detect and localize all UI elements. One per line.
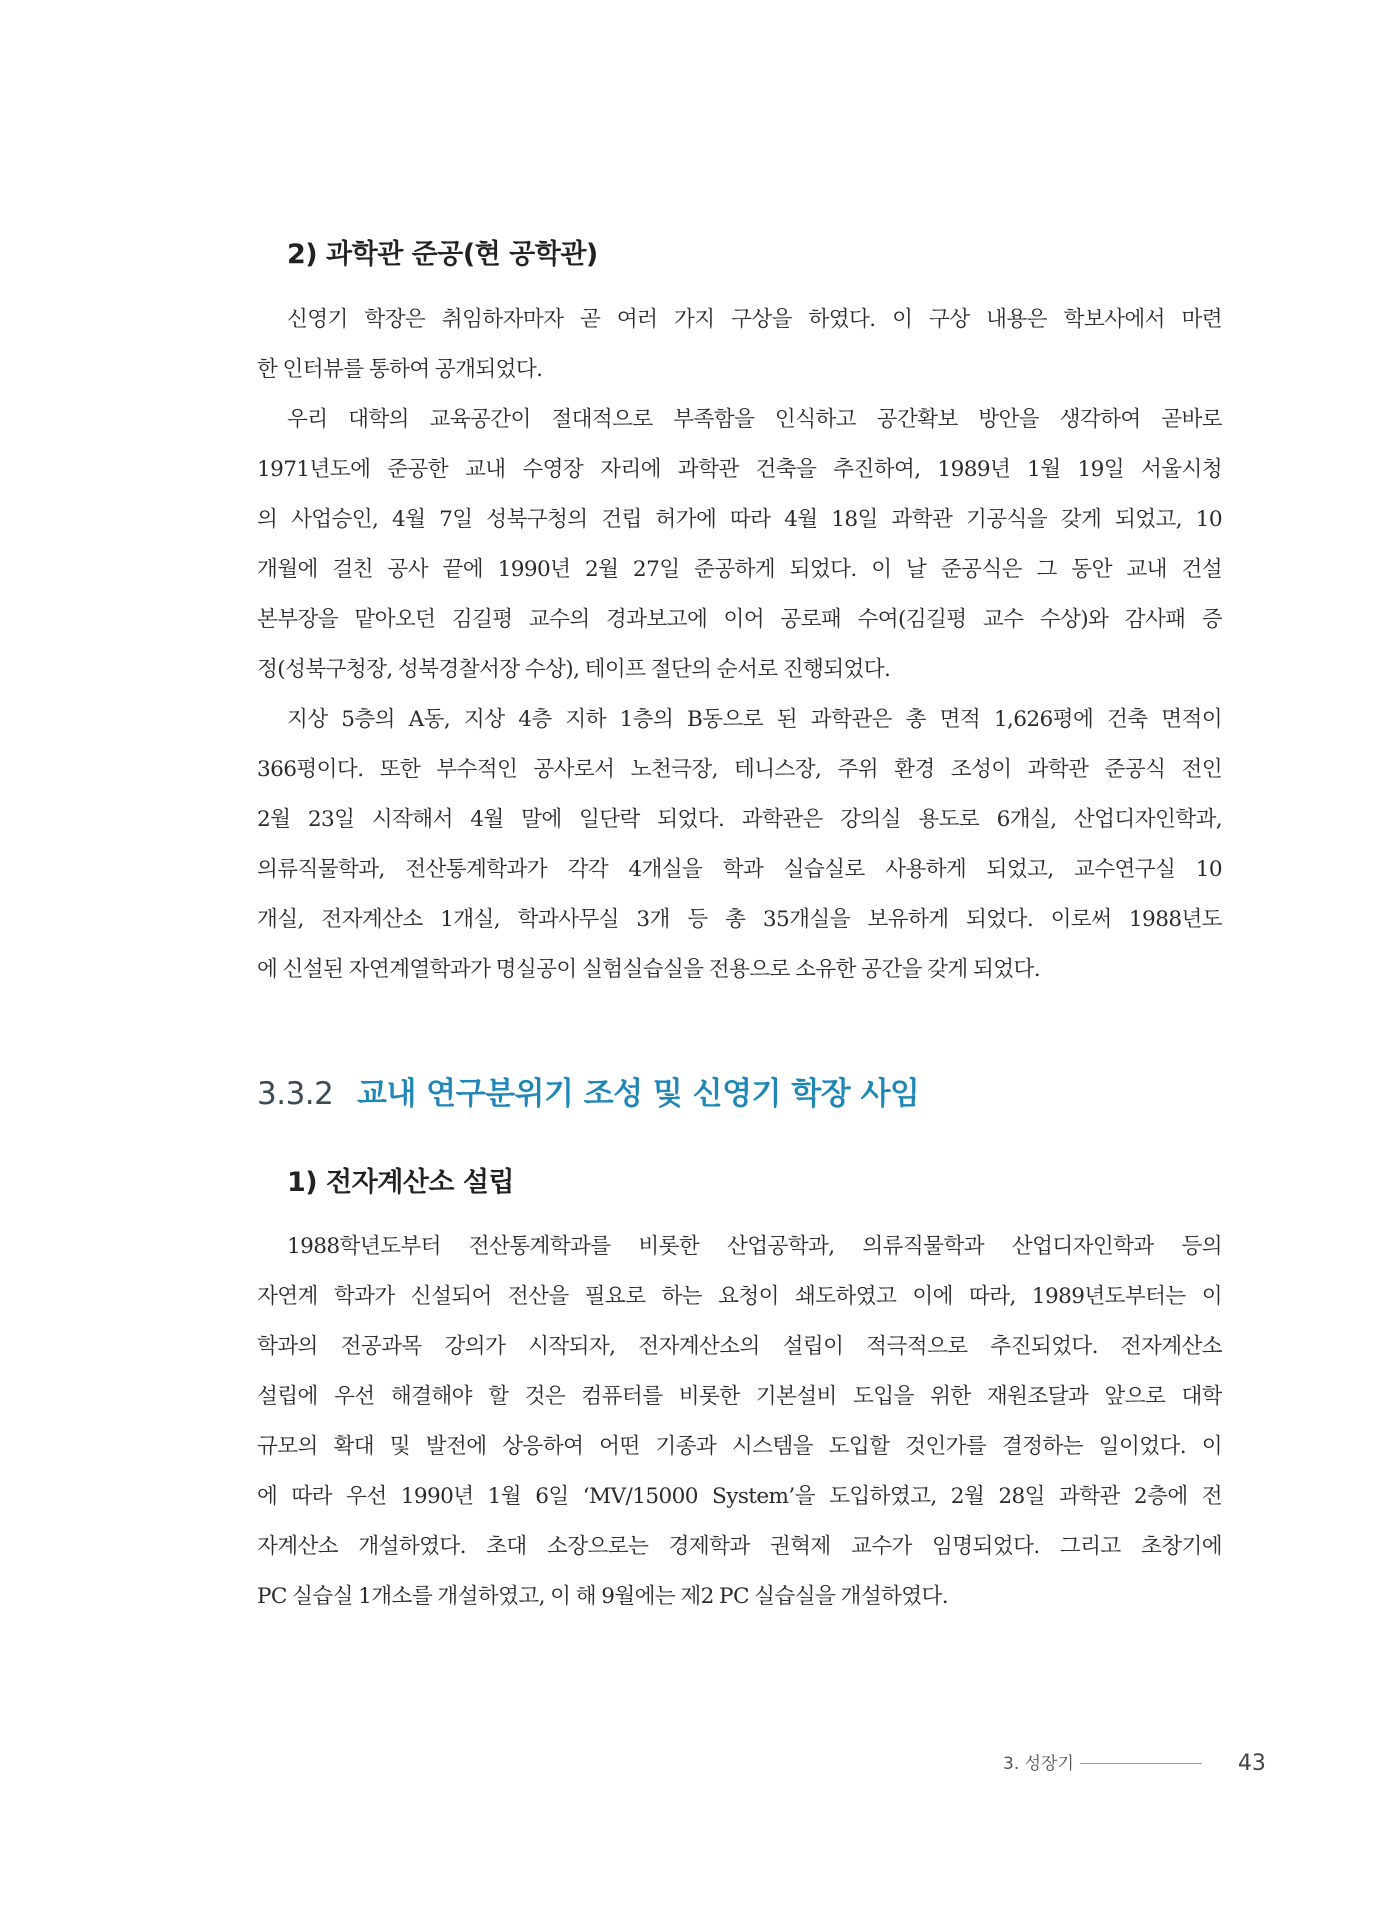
- text-line: 개월에 걸친 공사 끝에 1990년 2월 27일 준공하게 되었다. 이 날 준공식은 그 동안 교내 건설: [257, 557, 1222, 582]
- page-number: 43: [1237, 1750, 1266, 1776]
- text-line: 우리 대학의 교육공간이 절대적으로 부족함을 인식하고 공간확보 방안을 생각하여 곧바로: [287, 407, 1222, 432]
- text-line: 2월 23일 시작해서 4월 말에 일단락 되었다. 과학관은 강의실 용도로 6개실, 산업디자인학과,: [257, 807, 1222, 832]
- section-number: 3.3.2: [257, 1076, 334, 1112]
- subsection-heading-science-building: 2) 과학관 준공(현 공학관): [287, 239, 598, 270]
- text-line: 자연계 학과가 신설되어 전산을 필요로 하는 요청이 쇄도하였고 이에 따라, 1989년도부터는 이: [257, 1284, 1222, 1309]
- footer-rule: [1080, 1763, 1202, 1764]
- text-line: 366평이다. 또한 부수적인 공사로서 노천극장, 테니스장, 주위 환경 조성이 과학관 준공식 전인: [257, 757, 1222, 782]
- text-line: 의 사업승인, 4월 7일 성북구청의 건립 허가에 따라 4월 18일 과학관 기공식을 갖게 되었고, 10: [257, 507, 1222, 532]
- text-line: 1971년도에 준공한 교내 수영장 자리에 과학관 건축을 추진하여, 1989년 1월 19일 서울시청: [257, 457, 1222, 482]
- text-line: 1988학년도부터 전산통계학과를 비롯한 산업공학과, 의류직물학과 산업디자인학과 등의: [287, 1234, 1222, 1259]
- text-line: 의류직물학과, 전산통계학과가 각각 4개실을 학과 실습실로 사용하게 되었고, 교수연구실 10: [257, 857, 1222, 882]
- text-line: 한 인터뷰를 통하여 공개되었다.: [257, 357, 543, 382]
- text-line: 신영기 학장은 취임하자마자 곧 여러 가지 구상을 하였다. 이 구상 내용은 학보사에서 마련: [287, 307, 1222, 332]
- subsection-heading-computer-center: 1) 전자계산소 설립: [287, 1167, 514, 1198]
- page-footer: [1003, 1748, 1266, 1778]
- text-line: 학과의 전공과목 강의가 시작되자, 전자계산소의 설립이 적극적으로 추진되었다. 전자계산소: [257, 1334, 1222, 1359]
- section-heading-3-3-2: [257, 1068, 919, 1113]
- text-line: 에 따라 우선 1990년 1월 6일 ‘MV/15000 System’을 도입하였고, 2월 28일 과학관 2층에 전: [257, 1484, 1222, 1509]
- text-line: 정(성북구청장, 성북경찰서장 수상), 테이프 절단의 순서로 진행되었다.: [257, 657, 891, 682]
- text-line: 설립에 우선 해결해야 할 것은 컴퓨터를 비롯한 기본설비 도입을 위한 재원조달과 앞으로 대학: [257, 1384, 1222, 1409]
- body-text-computer-center: [257, 1222, 1222, 1622]
- text-line: 에 신설된 자연계열학과가 명실공이 실험실습실을 전용으로 소유한 공간을 갖게 되었다.: [257, 957, 1040, 982]
- text-line: 자계산소 개설하였다. 초대 소장으로는 경제학과 권혁제 교수가 임명되었다. 그리고 초창기에: [257, 1534, 1222, 1559]
- text-line: 지상 5층의 A동, 지상 4층 지하 1층의 B동으로 된 과학관은 총 면적 1,626평에 건축 면적이: [287, 707, 1222, 732]
- text-line: PC 실습실 1개소를 개설하였고, 이 해 9월에는 제2 PC 실습실을 개설하였다.: [257, 1584, 949, 1609]
- body-text-science-building: [257, 295, 1222, 995]
- text-line: 본부장을 맡아오던 김길평 교수의 경과보고에 이어 공로패 수여(김길평 교수 수상)와 감사패 증: [257, 607, 1222, 632]
- text-line: 개실, 전자계산소 1개실, 학과사무실 3개 등 총 35개실을 보유하게 되었다. 이로써 1988년도: [257, 907, 1222, 932]
- section-title: 교내 연구분위기 조성 및 신영기 학장 사임: [357, 1076, 920, 1112]
- chapter-label: 3. 성장기: [1003, 1753, 1074, 1774]
- text-line: 규모의 확대 및 발전에 상응하여 어떤 기종과 시스템을 도입할 것인가를 결정하는 일이었다. 이: [257, 1434, 1222, 1459]
